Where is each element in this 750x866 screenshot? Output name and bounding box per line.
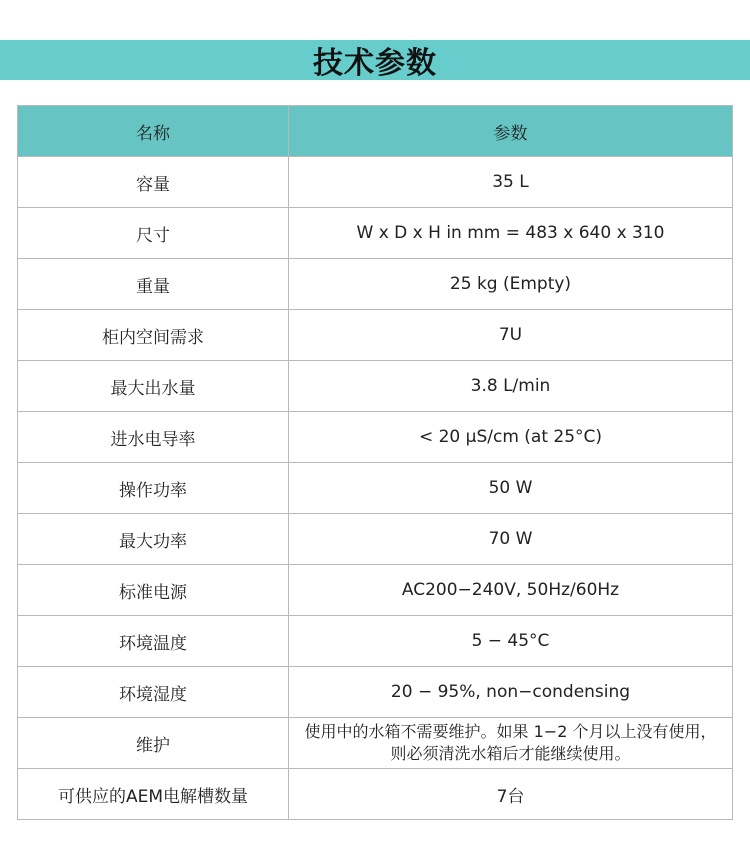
row-value: 50 W [289,463,733,514]
row-value-multiline [289,718,733,769]
row-value: 25 kg (Empty) [289,259,733,310]
table-row [18,616,733,667]
table-row [18,463,733,514]
row-name: 标准电源 [18,565,289,616]
table-row [18,361,733,412]
row-name: 操作功率 [18,463,289,514]
row-name: 环境湿度 [18,667,289,718]
row-value: 70 W [289,514,733,565]
spec-table [17,105,733,820]
row-value-line: 使用中的水箱不需要维护。如果 1−2 个月以上没有使用， [304,722,717,741]
row-name: 容量 [18,157,289,208]
row-name: 环境温度 [18,616,289,667]
row-name: 尺寸 [18,208,289,259]
row-name: 柜内空间需求 [18,310,289,361]
table-row [18,412,733,463]
page-title: 技术参数 [313,46,437,81]
table-row [18,157,733,208]
row-name: 最大功率 [18,514,289,565]
row-name: 最大出水量 [18,361,289,412]
row-value: < 20 μS/cm (at 25°C) [289,412,733,463]
row-value: 35 L [289,157,733,208]
row-value-line: 则必须清洗水箱后才能继续使用。 [390,744,631,763]
row-value: AC200−240V, 50Hz/60Hz [289,565,733,616]
title-banner [0,40,750,80]
row-name: 维护 [18,718,289,769]
header-name: 名称 [18,106,289,157]
table-row [18,514,733,565]
row-name: 可供应的AEM电解槽数量 [18,769,289,820]
table-row [18,718,733,769]
row-value: 3.8 L/min [289,361,733,412]
table-header-row [18,106,733,157]
row-value: 7U [289,310,733,361]
table-row [18,667,733,718]
row-value: 20 − 95%, non−condensing [289,667,733,718]
table-row [18,259,733,310]
table-row [18,310,733,361]
table-row [18,565,733,616]
table-row [18,208,733,259]
row-value: 5 − 45°C [289,616,733,667]
header-value: 参数 [289,106,733,157]
row-value: W x D x H in mm = 483 x 640 x 310 [289,208,733,259]
row-name: 进水电导率 [18,412,289,463]
table-row [18,769,733,820]
row-value: 7台 [289,769,733,820]
row-name: 重量 [18,259,289,310]
